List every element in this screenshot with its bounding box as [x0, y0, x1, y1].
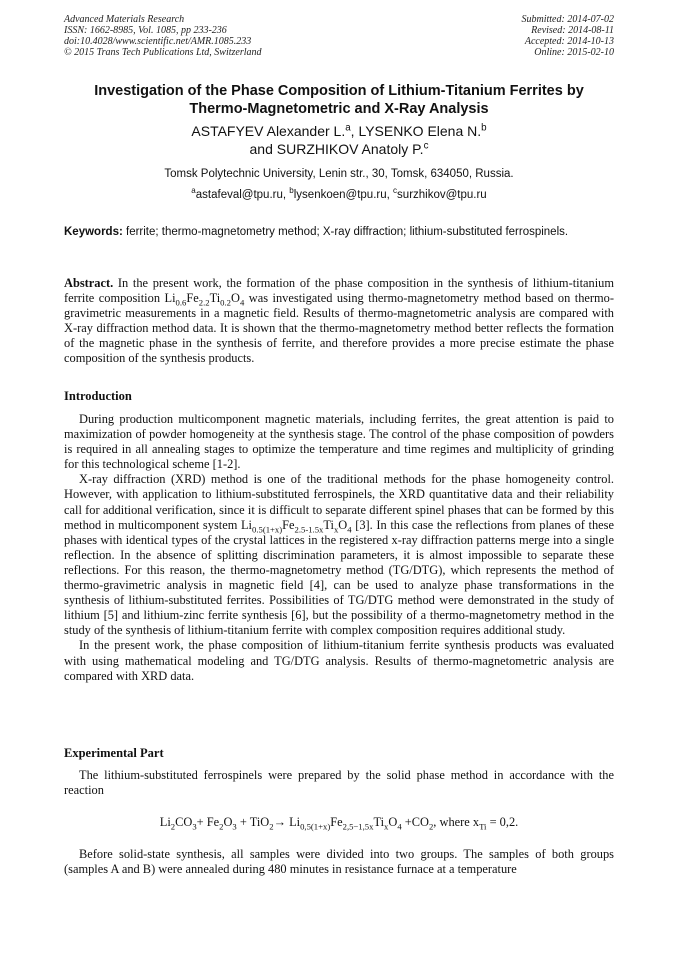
affiliation: Tomsk Polytechnic University, Lenin str., 30, Tomsk, 634050, Russia.	[164, 168, 514, 180]
author-3-affil-mark: c	[423, 140, 429, 152]
abstract-label: Abstract.	[64, 276, 114, 290]
exp-paragraph-2: Before solid-state synthesis, all samples were divided into two groups. The samples of both groups (samples A and B) were annealed during 480 minutes in resistance furnace at a temperature	[64, 847, 614, 877]
online-date: Online: 2015-02-10	[534, 47, 614, 58]
copyright-line: © 2015 Trans Tech Publications Ltd, Switzerland	[64, 47, 262, 58]
author-2-affil-mark: b	[481, 122, 487, 134]
exp-paragraph-1: The lithium-substituted ferrospinels were prepared by the solid phase method in accordance with the reaction	[64, 768, 614, 798]
paper-title	[40, 82, 638, 118]
submitted-date: Submitted: 2014-07-02	[521, 14, 614, 25]
title-line-2: Thermo-Magnetometric and X-Ray Analysis	[189, 101, 489, 117]
intro-paragraph-1: During production multicomponent magnetic materials, including ferrites, the great attention is paid to maximization of powder homogeneity at the synthesis stage. The control of the phase composition of powders is required in all annealing stages to optimize the temperature and time regimes and multiplicity of grinding for this technological scheme [1-2].	[64, 412, 614, 472]
abstract	[64, 276, 614, 367]
title-line-1: Investigation of the Phase Composition of Lithium-Titanium Ferrites by	[94, 83, 584, 99]
keywords-text: ferrite; thermo-magnetometry method; X-ray diffraction; lithium-substituted ferrospinels.	[126, 226, 569, 238]
author-1-affil-mark: a	[345, 122, 351, 134]
intro-paragraph-2: X-ray diffraction (XRD) method is one of the traditional methods for the phase homogeneity control. However, with application to lithium-substituted ferrospinels, the XRD quantitative data and their reliability call for additional verification, since it is difficult to separate different spinel phases that can be formed by this method in multicomponent system $Li_{0.5(1+x)}Fe_{2.5-1.5x}Ti_xO_4$ [3]. In this case the reflections from planes of these phases with identical types of the crystal lattices in the registered x-ray diffraction patterns merge into a single reflection. In the absence of splitting discrimination parameters, it is almost impossible to separate these reflections. For this reason, the thermo-magnetometry method (TG/DTG), which represents the method of thermo-gravimetric analysis in magnetic field [4], can be used to analyze phase transformations in the synthesis of lithium-substituted ferrites. Possibilities of TG/DTG method were demonstrated in the study of lithium [5] and lithium-zinc ferrite synthesis [6], but the possibility of a thermo-magnetometry method in the study of the synthesis of lithium-titanium ferrite with complex composition requires additional study.	[64, 472, 614, 638]
issn-line: ISSN: 1662-8985, Vol. 1085, pp 233-236	[64, 25, 227, 36]
author-list: ASTAFYEV Alexander L.$^a$, LYSENKO Elena N.$^b$ and SURZHIKOV Anatoly P.$^c$	[191, 122, 487, 157]
doi-line: doi:10.4028/www.scientific.net/AMR.1085.233	[64, 36, 252, 47]
intro-paragraph-3: In the present work, the phase composition of lithium-titanium ferrite synthesis products was evaluated with using mathematical modeling and TG/DTG analysis. Results of thermo-magnetometric analysis are compared with XRD data.	[64, 638, 614, 683]
journal-info	[64, 14, 262, 58]
author-3: and SURZHIKOV Anatoly P.	[249, 141, 424, 157]
journal-name: Advanced Materials Research	[64, 14, 185, 25]
email-list: $^a$astafeval@tpu.ru, $^b$lysenkoen@tpu.ru, $^c$surzhikov@tpu.ru	[191, 186, 487, 201]
author-2: LYSENKO Elena N.	[358, 123, 482, 139]
experimental-heading: Experimental Part	[64, 746, 164, 760]
keywords	[64, 225, 614, 240]
email-link-1[interactable]: astafeval@tpu.ru	[195, 189, 283, 201]
keywords-label: Keywords:	[64, 226, 123, 238]
introduction-section	[64, 412, 614, 684]
submission-dates	[522, 14, 615, 58]
abstract-paragraph: Abstract. In the present work, the formation of the phase composition in the synthesis of lithium-titanium ferrite composition $Li_{0.6}Fe_{2.2}Ti_{0.2}O_4$ was investigated using thermo-magnetometry method based on thermo-gravimetric measurements in a magnetic field. Results of thermo-magnetometric analysis are compared with X-ray diffraction method data. It is shown that the thermo-magnetometry method better reflects the formation of the magnetic phase in the synthesis of ferrite, and therefore provides a more precise estimate the phase composition of the synthesis products.	[64, 276, 614, 366]
email-link-3[interactable]: surzhikov@tpu.ru	[397, 189, 487, 201]
accepted-date: Accepted: 2014-10-13	[524, 36, 614, 47]
intro-heading: Introduction	[64, 389, 132, 403]
experimental-section	[64, 768, 614, 877]
author-1: ASTAFYEV Alexander L.	[191, 123, 346, 139]
email-link-2[interactable]: lysenkoen@tpu.ru	[293, 189, 387, 201]
revised-date: Revised: 2014-08-11	[531, 25, 614, 36]
reaction-equation: $Li_2CO_3+ Fe_2O_3 + TiO_2\to Li_{0,5(1+x)}Fe_{2,5-1,5x}Ti_xO_4 +CO_2$, where $x_{Ti} = 0,2$.	[159, 815, 519, 832]
